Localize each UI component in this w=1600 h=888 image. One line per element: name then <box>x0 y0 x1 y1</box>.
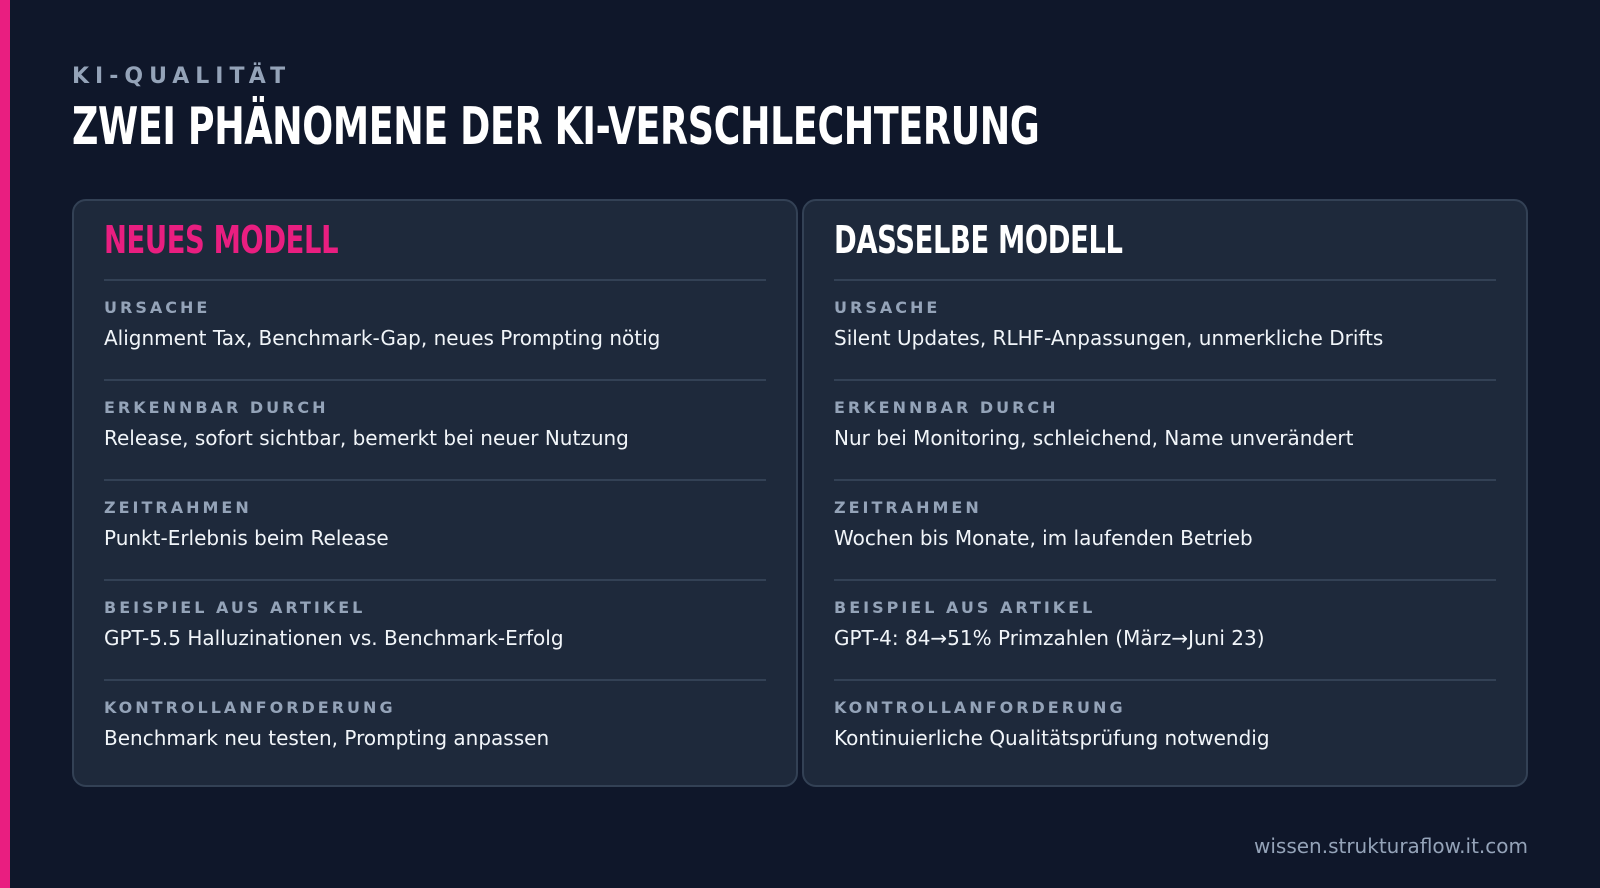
row-value: Silent Updates, RLHF-Anpassungen, unmerkliche Drifts <box>834 326 1384 350</box>
row-label: ERKENNBAR DURCH <box>104 398 329 417</box>
row-value: Nur bei Monitoring, schleichend, Name unverändert <box>834 426 1354 450</box>
row-label: BEISPIEL AUS ARTIKEL <box>104 598 366 617</box>
row-detectable-by <box>104 379 766 479</box>
row-value: GPT-5.5 Halluzinationen vs. Benchmark-Erfolg <box>104 626 564 650</box>
row-example <box>104 579 766 679</box>
card-title: NEUES MODELL <box>104 218 339 262</box>
row-label: URSACHE <box>104 298 211 317</box>
row-value: Alignment Tax, Benchmark-Gap, neues Prompting nötig <box>104 326 661 350</box>
row-value: Kontinuierliche Qualitätsprüfung notwendig <box>834 726 1270 750</box>
row-label: BEISPIEL AUS ARTIKEL <box>834 598 1096 617</box>
card-new-model <box>72 199 798 787</box>
row-label: ZEITRAHMEN <box>834 498 982 517</box>
page-title: ZWEI PHÄNOMENE DER KI-VERSCHLECHTERUNG <box>72 97 1040 157</box>
row-label: KONTROLLANFORDERUNG <box>834 698 1126 717</box>
row-control-requirement <box>834 679 1496 779</box>
row-label: ERKENNBAR DURCH <box>834 398 1059 417</box>
section-kicker: KI-QUALITÄT <box>72 64 292 89</box>
row-value: Wochen bis Monate, im laufenden Betrieb <box>834 526 1253 550</box>
row-label: URSACHE <box>834 298 941 317</box>
row-value: Punkt-Erlebnis beim Release <box>104 526 389 550</box>
row-detectable-by <box>834 379 1496 479</box>
card-title: DASSELBE MODELL <box>834 218 1123 262</box>
row-value: Release, sofort sichtbar, bemerkt bei neuer Nutzung <box>104 426 629 450</box>
row-control-requirement <box>104 679 766 779</box>
row-value: Benchmark neu testen, Prompting anpassen <box>104 726 550 750</box>
row-example <box>834 579 1496 679</box>
accent-bar <box>0 0 10 888</box>
row-timeframe <box>104 479 766 579</box>
row-timeframe <box>834 479 1496 579</box>
row-cause <box>834 279 1496 379</box>
card-same-model <box>802 199 1528 787</box>
row-label: ZEITRAHMEN <box>104 498 252 517</box>
row-label: KONTROLLANFORDERUNG <box>104 698 396 717</box>
row-cause <box>104 279 766 379</box>
row-value: GPT-4: 84→51% Primzahlen (März→Juni 23) <box>834 626 1265 650</box>
footer-url: wissen.strukturaflow.it.com <box>1253 834 1528 858</box>
